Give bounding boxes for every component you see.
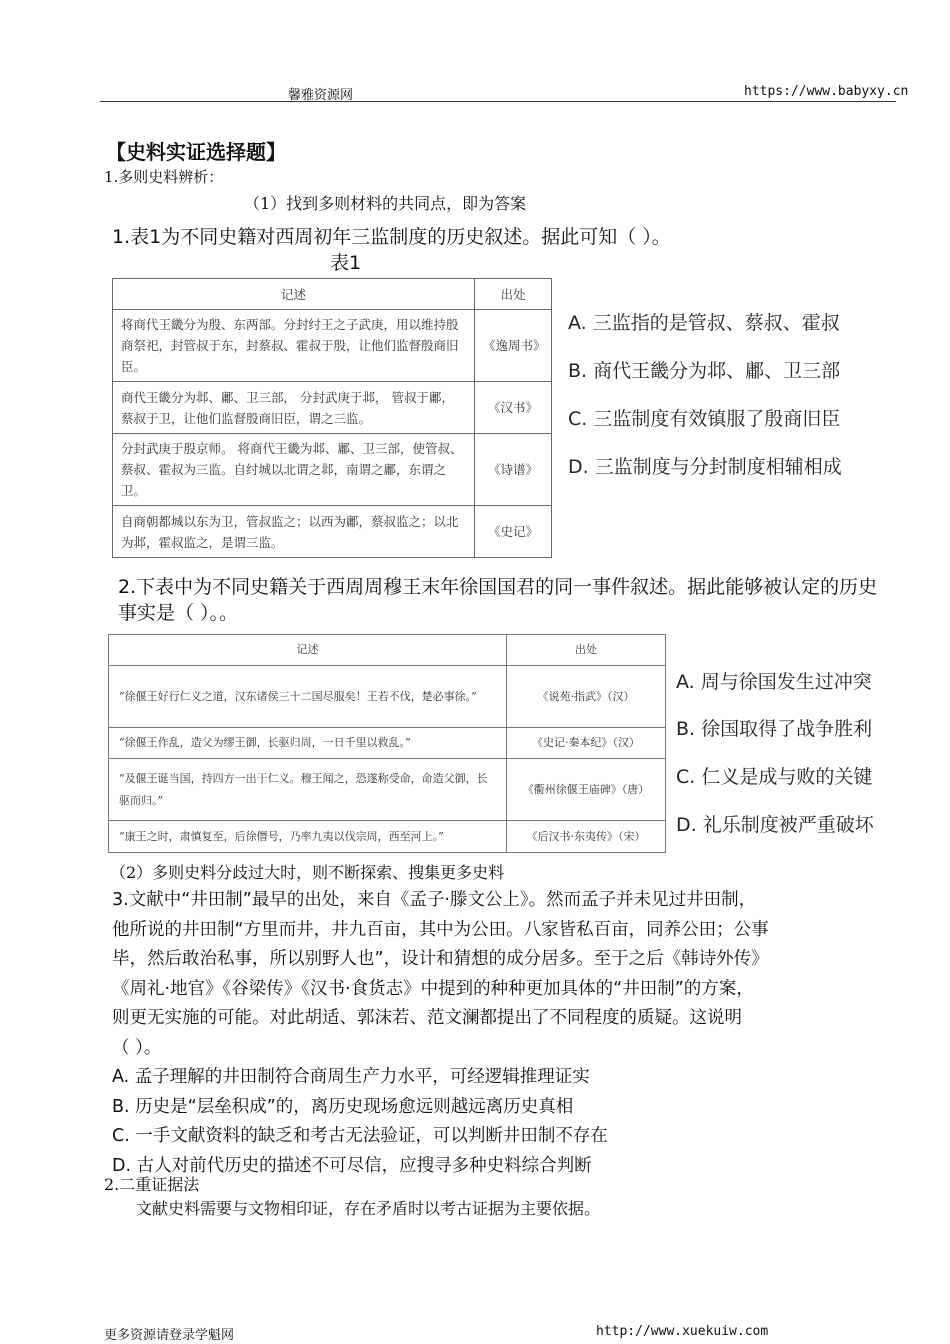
q3-block bbox=[112, 886, 882, 1181]
part1-heading: 1.多则史料辨析： bbox=[104, 168, 224, 186]
q1-option-c[interactable]: C. 三监制度有效镇服了殷商旧臣 bbox=[568, 408, 841, 430]
table-header-row bbox=[109, 635, 666, 666]
record-source: 《逸周书》 bbox=[475, 310, 552, 382]
table-row bbox=[109, 728, 666, 759]
footer-url[interactable]: http://www.xuekuiw.com bbox=[596, 1324, 769, 1339]
table-row bbox=[113, 506, 552, 558]
record-text: “及偃王诞当国，持四方一出于仁义。穆王闻之，恐遂称受命，命造父御，长驱而归。” bbox=[109, 759, 507, 821]
q2-stem: 2.下表中为不同史籍关于西周周穆王末年徐国国君的同一事件叙述。据此能够被认定的历史事实是（ ）。。 bbox=[118, 576, 878, 624]
record-text: 将商代王畿分为殷、东两部。分封纣王之子武庚，用以维持殷商祭祀，封管叔于东，封蔡叔、霍叔于殷，让他们监督殷商旧臣。 bbox=[113, 310, 475, 382]
q3-option-d[interactable]: D. 古人对前代历史的描述不可尽信，应搜寻多种史料综合判断 bbox=[112, 1155, 592, 1176]
q3-line: 毕，然后敢治私事，所以别野人也”，设计和猜想的成分居多。至于之后《韩诗外传》 bbox=[112, 949, 769, 969]
record-source: 《史记·秦本纪》（汉） bbox=[507, 728, 666, 759]
table-row bbox=[113, 434, 552, 506]
part1-sub2: （2）多则史料分歧过大时，则不断探索、搜集更多史料 bbox=[110, 863, 505, 882]
part1-sub1: （1）找到多则材料的共同点，即为答案 bbox=[244, 194, 527, 213]
record-source: 《诗谱》 bbox=[475, 434, 552, 506]
q3-line: 他所说的井田制“方里而井，井九百亩，其中为公田。八家皆私百亩，同养公田；公事 bbox=[112, 919, 769, 940]
q3-option-c[interactable]: C. 一手文献资料的缺乏和考古无法验证，可以判断井田制不存在 bbox=[112, 1126, 608, 1146]
record-text: “徐偃王好行仁义之道，汉东诸侯三十二国尽服矣！王若不伐，楚必事徐。” bbox=[109, 666, 507, 728]
q3-line: （ ）。 bbox=[112, 1037, 162, 1058]
record-source: 《说苑·指武》（汉） bbox=[507, 666, 666, 728]
q2-option-d[interactable]: D. 礼乐制度被严重破坏 bbox=[676, 814, 874, 836]
table-header-cell: 记述 bbox=[113, 279, 475, 310]
q1-table-caption: 表1 bbox=[330, 252, 362, 274]
q2-option-b[interactable]: B. 徐国取得了战争胜利 bbox=[676, 718, 873, 740]
record-source: 《汉书》 bbox=[475, 382, 552, 434]
record-text: 分封武庚于殷京师。 将商代王畿为邶、鄘、卫三部，使管叔、蔡叔、霍叔为三监。自纣城以北谓之邶，南谓之鄘，东谓之卫。 bbox=[113, 434, 475, 506]
table-row bbox=[113, 310, 552, 382]
q1-option-a[interactable]: A. 三监指的是管叔、蔡叔、霍叔 bbox=[568, 312, 840, 334]
header-url[interactable]: https://www.babyxy.cn bbox=[744, 84, 909, 99]
record-text: “康王之时，肃慎复至，后徐僭号，乃率九夷以伐宗周，西至河上。” bbox=[109, 821, 507, 853]
header-divider bbox=[100, 101, 896, 102]
record-text: “徐偃王作乱，造父为缪王御，长驱归周，一日千里以救乱。” bbox=[109, 728, 507, 759]
table-header-cell: 记述 bbox=[109, 635, 507, 666]
header-site-name: 馨雅资源网 bbox=[288, 88, 354, 103]
q3-line: 则更无实施的可能。对此胡适、郭沫若、范文澜都提出了不同程度的质疑。这说明 bbox=[112, 1008, 742, 1028]
q2-option-a[interactable]: A. 周与徐国发生过冲突 bbox=[676, 671, 872, 693]
record-source: 《史记》 bbox=[475, 506, 552, 558]
table-header-cell: 出处 bbox=[507, 635, 666, 666]
q3-option-a[interactable]: A. 孟子理解的井田制符合商周生产力水平，可经逻辑推理证实 bbox=[112, 1067, 590, 1087]
q2-table bbox=[108, 634, 666, 853]
q2-option-c[interactable]: C. 仁义是成与败的关键 bbox=[676, 766, 873, 788]
q3-option-b[interactable]: B. 历史是“层垒积成”的，离历史现场愈远则越远离历史真相 bbox=[112, 1096, 574, 1117]
record-source: 《后汉书·东夷传》（宋） bbox=[507, 821, 666, 853]
table-header-row bbox=[113, 279, 552, 310]
record-source: 《衢州徐偃王庙碑》（唐） bbox=[507, 759, 666, 821]
footer-note: 更多资源请登录学魁网 bbox=[104, 1328, 235, 1343]
q3-line: 《周礼·地官》《谷梁传》《汉书·食货志》中提到的种种更加具体的“井田制”的方案， bbox=[112, 978, 754, 999]
table-row bbox=[109, 759, 666, 821]
q3-line: 3.文献中“井田制”最早的出处，来自《孟子·滕文公上》。然而孟子并未见过井田制， bbox=[112, 890, 757, 910]
record-text: 商代王畿分为邶、鄘、卫三部， 分封武庚于邶， 管叔于鄘，蔡叔于卫，让他们监督殷商旧臣，谓之三监。 bbox=[113, 382, 475, 434]
section-title: 【史料实证选择题】 bbox=[106, 140, 286, 164]
table-row bbox=[109, 821, 666, 853]
table-header-cell: 出处 bbox=[475, 279, 552, 310]
part2-text: 文献史料需要与文物相印证，存在矛盾时以考古证据为主要依据。 bbox=[136, 1199, 601, 1218]
q1-option-b[interactable]: B. 商代王畿分为邶、鄘、卫三部 bbox=[568, 360, 841, 382]
record-text: 自商朝都城以东为卫，管叔监之；以西为鄘，蔡叔监之；以北为邶，霍叔监之，是谓三监。 bbox=[113, 506, 475, 558]
table-row bbox=[113, 382, 552, 434]
q1-stem: 1.表1为不同史籍对西周初年三监制度的历史叙述。据此可知（ ）。 bbox=[112, 226, 671, 248]
q1-option-d[interactable]: D. 三监制度与分封制度相辅相成 bbox=[568, 456, 842, 478]
part2-heading: 2.二重证据法 bbox=[104, 1175, 200, 1194]
q1-table bbox=[112, 278, 552, 558]
table-row bbox=[109, 666, 666, 728]
